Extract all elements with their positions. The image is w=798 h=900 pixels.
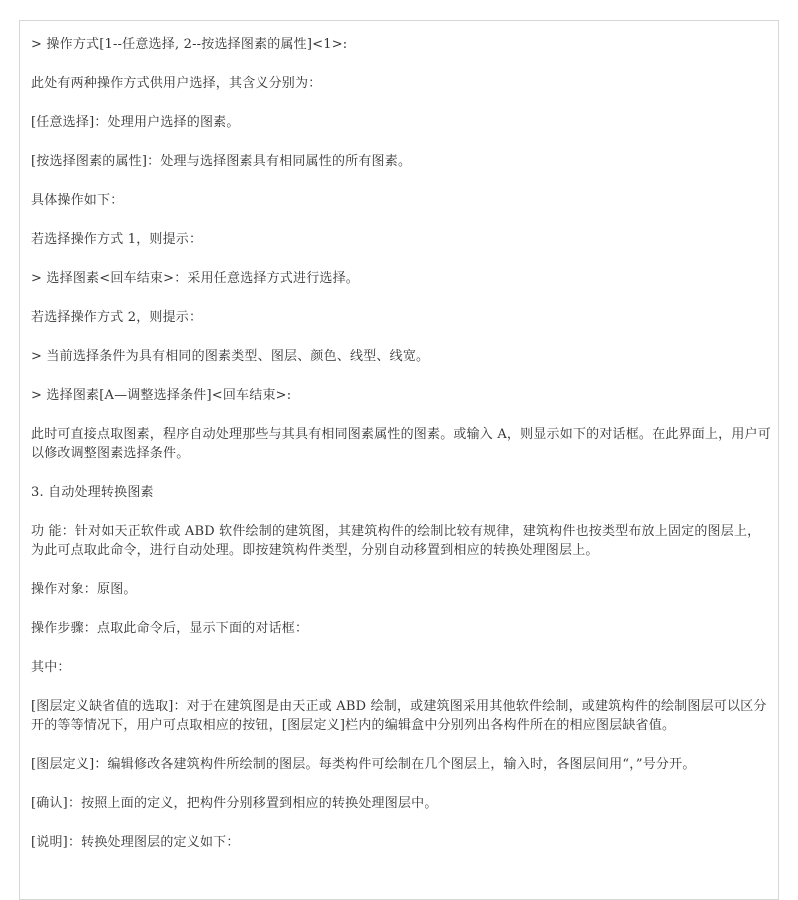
paragraph-attr-select: [按选择图素的属性]：处理与选择图素具有相同属性的所有图素。: [31, 154, 412, 169]
section-heading-auto-convert: 3. 自动处理转换图素: [31, 485, 154, 500]
prompt-operation-mode: > 操作方式[1--任意选择, 2--按选择图素的属性]<1>:: [31, 37, 348, 52]
paragraph-mode2: 若选择操作方式 2，则提示：: [31, 310, 203, 325]
document-content: [31, 35, 771, 872]
paragraph-function: 功 能：针对如天正软件或 ABD 软件绘制的建筑图，其建筑构件的绘制比较有规律，建筑构件也按类型布放上固定的图层上，为此可点取此命令，进行自动处理。即按建筑构件类型，分别自动移置到相应的转换处理图层上。: [31, 524, 761, 558]
paragraph-procedure: 操作步骤：点取此命令后，显示下面的对话框：: [31, 621, 309, 636]
document-frame: [19, 20, 779, 900]
paragraph-steps-heading: 具体操作如下：: [31, 193, 124, 208]
paragraph-layer-define: [图层定义]：编辑修改各建筑构件所绘制的图层。每类构件可绘制在几个图层上，输入时，各图层间用“，”号分开。: [31, 757, 696, 772]
paragraph-among: 其中：: [31, 660, 71, 675]
prompt-select-elements: > 选择图素<回车结束>：采用任意选择方式进行选择。: [31, 271, 360, 286]
paragraph-layer-default: [图层定义缺省值的选取]：对于在建筑图是由天正或 ABD 绘制，或建筑图采用其他软件绘制，或建筑构件的绘制图层可以区分开的等等情况下，用户可点取相应的按钮，[图层定义]栏内的编辑盒中分别列出各构件所在的相应图层缺省值。: [31, 699, 767, 733]
paragraph-confirm: [确认]：按照上面的定义，把构件分别移置到相应的转换处理图层中。: [31, 796, 438, 811]
paragraph-note: [说明]：转换处理图层的定义如下：: [31, 835, 240, 850]
prompt-current-condition: > 当前选择条件为具有相同的图素类型、图层、颜色、线型、线宽。: [31, 349, 430, 364]
paragraph-object: 操作对象：原图。: [31, 582, 137, 597]
prompt-select-adjust: > 选择图素[A—调整选择条件]<回车结束>:: [31, 388, 292, 403]
paragraph-mode1: 若选择操作方式 1，则提示：: [31, 232, 203, 247]
paragraph-mode-intro: 此处有两种操作方式供用户选择，其含义分别为：: [31, 76, 322, 91]
paragraph-direct-pick: 此时可直接点取图素，程序自动处理那些与其具有相同图素属性的图素。或输入 A，则显示如下的对话框。在此界面上，用户可以修改调整图素选择条件。: [31, 427, 771, 461]
paragraph-any-select: [任意选择]：处理用户选择的图素。: [31, 115, 240, 130]
